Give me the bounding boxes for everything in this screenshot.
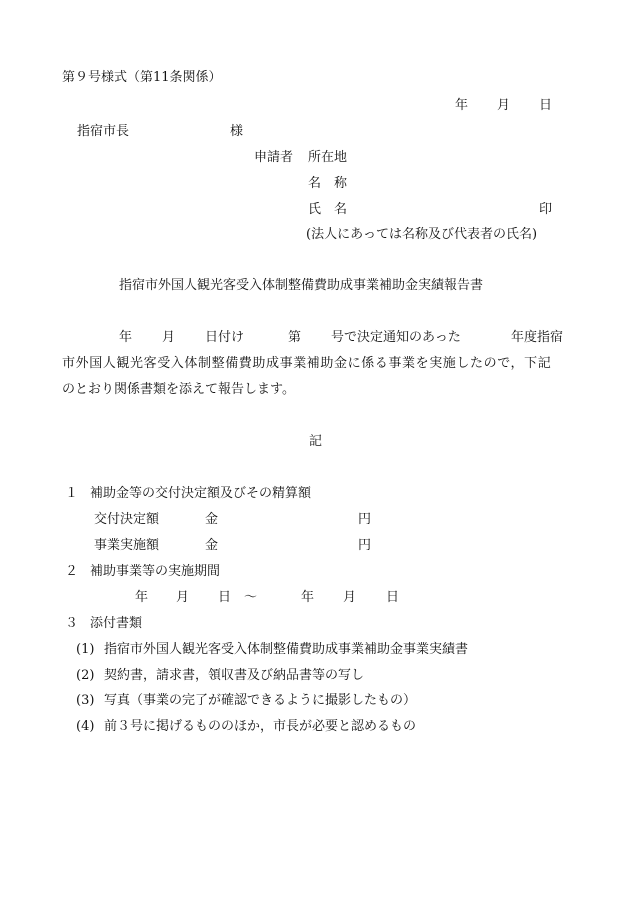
period-start-year: 年	[135, 590, 149, 605]
date-day: 日	[539, 98, 553, 113]
attachment-item-text: 写真（事業の完了が確認できるように撮影したもの）	[104, 693, 417, 708]
ki-mark: 記	[309, 434, 323, 449]
period-start-month: 月	[176, 590, 190, 605]
seal-mark: 印	[539, 202, 553, 217]
period-end-day: 日	[386, 590, 400, 605]
applicant-name-label: 名 称	[308, 176, 348, 191]
grant-decided-unit: 円	[358, 512, 372, 527]
attachment-item-text: 前３号に掲げるもののほか，市長が必要と認めるもの	[104, 719, 417, 734]
section-3-number: ３	[65, 616, 79, 631]
form-label: 第９号様式（第11条関係）	[62, 70, 222, 85]
body-line-3: のとおり関係書類を添えて報告します。	[62, 382, 295, 397]
section-3-heading: 添付書類	[90, 616, 143, 631]
body-month: 月	[162, 330, 176, 345]
project-amount-label: 事業実施額	[94, 538, 160, 553]
period-start-day: 日	[218, 590, 232, 605]
date-month: 月	[497, 98, 511, 113]
addressee-name: 指宿市長	[77, 124, 130, 139]
applicant-label: 申請者	[254, 150, 294, 165]
body-line-2: 市外国人観光客受入体制整備費助成事業補助金に係る事業を実施したので，下記	[62, 356, 552, 371]
project-amount-prefix: 金	[205, 538, 219, 553]
body-fiscal-year: 年度指宿	[511, 330, 564, 345]
body-number-prefix: 第	[288, 330, 302, 345]
addressee-honorific: 様	[230, 124, 244, 139]
grant-decided-label: 交付決定額	[94, 512, 160, 527]
grant-decided-prefix: 金	[205, 512, 219, 527]
period-separator: ～	[244, 590, 258, 605]
project-amount-unit: 円	[358, 538, 372, 553]
applicant-note: (法人にあっては名称及び代表者の氏名)	[306, 227, 538, 242]
attachment-item-number: (2)	[76, 668, 95, 683]
attachment-item-text: 契約書，請求書，領収書及び納品書等の写し	[104, 668, 365, 683]
body-year: 年	[119, 330, 133, 345]
section-1-heading: 補助金等の交付決定額及びその精算額	[90, 486, 312, 501]
period-end-month: 月	[343, 590, 357, 605]
section-2-heading: 補助事業等の実施期間	[90, 564, 221, 579]
document-title: 指宿市外国人観光客受入体制整備費助成事業補助金実績報告書	[119, 278, 484, 293]
section-2-number: ２	[65, 564, 79, 579]
date-year: 年	[455, 98, 469, 113]
attachment-item-number: (3)	[76, 693, 95, 708]
period-end-year: 年	[301, 590, 315, 605]
section-1-number: １	[65, 486, 79, 501]
body-number-suffix: 号で決定通知のあった	[331, 330, 461, 345]
applicant-person-label: 氏 名	[308, 202, 348, 217]
attachment-item-number: (1)	[76, 642, 95, 657]
attachment-item-number: (4)	[76, 719, 95, 734]
attachment-item-text: 指宿市外国人観光客受入体制整備費助成事業補助金事業実績書	[104, 642, 469, 657]
applicant-address-label: 所在地	[308, 150, 348, 165]
body-day-given: 日付け	[205, 330, 245, 345]
